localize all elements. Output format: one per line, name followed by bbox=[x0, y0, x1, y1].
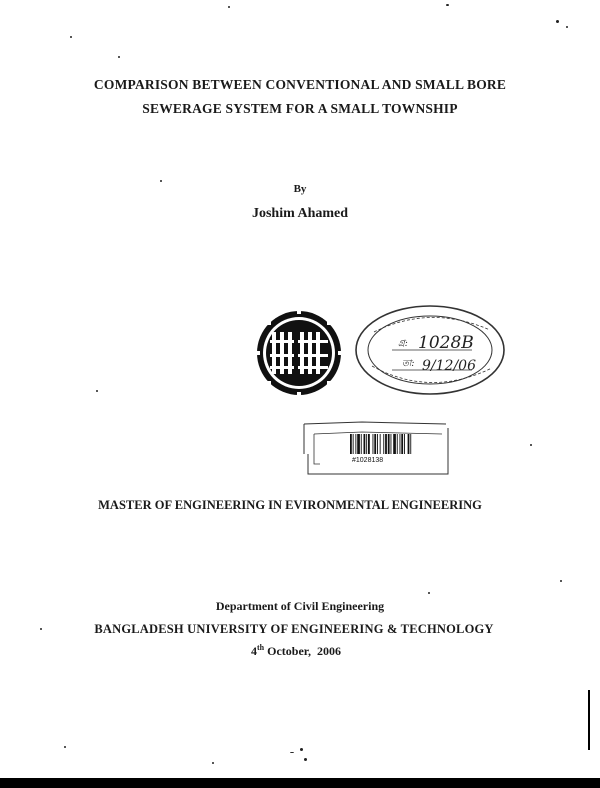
barcode-bars bbox=[350, 434, 411, 454]
barcode-bar bbox=[364, 434, 366, 454]
barcode-bar bbox=[408, 434, 410, 454]
stamp-handwriting bbox=[352, 302, 512, 402]
scan-speck bbox=[118, 56, 120, 58]
barcode-bar bbox=[353, 434, 354, 454]
barcode-number: #1028138 bbox=[352, 457, 384, 464]
scan-edge-bottom bbox=[0, 778, 600, 788]
university-name: BANGLADESH UNIVERSITY OF ENGINEERING & TECHNOLOGY bbox=[94, 622, 494, 636]
barcode-bar bbox=[368, 434, 370, 454]
barcode-bar bbox=[397, 434, 398, 454]
barcode-bar bbox=[357, 434, 360, 454]
barcode-bar bbox=[355, 434, 356, 454]
scan-speck bbox=[96, 390, 98, 392]
barcode-bar bbox=[350, 434, 352, 454]
svg-text:গ্র:: গ্র: bbox=[398, 339, 408, 349]
thesis-title-line2: SEWERAGE SYSTEM FOR A SMALL TOWNSHIP bbox=[142, 101, 458, 116]
barcode-bar bbox=[401, 434, 403, 454]
barcode-bar bbox=[393, 434, 396, 454]
scan-speck bbox=[530, 444, 532, 446]
scan-speck bbox=[70, 36, 72, 38]
scan-speck bbox=[428, 592, 430, 594]
barcode-bar bbox=[373, 434, 374, 454]
date-day: 4 bbox=[250, 644, 257, 658]
svg-text:তা:: তা: bbox=[402, 359, 415, 369]
scan-speck bbox=[64, 746, 66, 748]
submission-date bbox=[0, 643, 596, 659]
stamp-date: 9/12/06 bbox=[422, 358, 476, 374]
barcode-bar bbox=[410, 434, 411, 454]
scan-speck bbox=[446, 4, 449, 6]
scan-speck bbox=[566, 26, 568, 28]
scan-speck bbox=[290, 752, 294, 753]
scan-speck bbox=[160, 180, 162, 182]
barcode-bar bbox=[391, 434, 392, 454]
barcode-bar bbox=[374, 434, 376, 454]
scan-speck bbox=[304, 758, 307, 761]
scan-speck bbox=[300, 748, 303, 751]
scan-speck bbox=[212, 762, 214, 764]
stamp-accession-number: 1028B bbox=[418, 333, 474, 353]
date-month-year: October, 2006 bbox=[264, 644, 341, 658]
university-logo-icon bbox=[256, 310, 342, 396]
thesis-title-line1: COMPARISON BETWEEN CONVENTIONAL AND SMALL BORE bbox=[93, 77, 507, 92]
barcode-bar bbox=[366, 434, 367, 454]
degree-title: MASTER OF ENGINEERING IN EVIRONMENTAL ENGINEERING bbox=[98, 498, 482, 512]
date-ordinal-suffix: th bbox=[256, 643, 265, 652]
barcode-bar bbox=[377, 434, 378, 454]
scan-edge-right bbox=[588, 690, 590, 750]
barcode-bar bbox=[380, 434, 381, 454]
by-label: By bbox=[293, 183, 307, 195]
barcode-bar bbox=[361, 434, 362, 454]
barcode-bar bbox=[404, 434, 405, 454]
barcode-bar bbox=[388, 434, 390, 454]
barcode-bar bbox=[383, 434, 384, 454]
author-name: Joshim Ahamed bbox=[251, 206, 349, 221]
scan-speck bbox=[228, 6, 230, 8]
scan-speck bbox=[560, 580, 562, 582]
department-name: Department of Civil Engineering bbox=[215, 599, 385, 613]
scan-speck bbox=[556, 20, 559, 23]
barcode-label bbox=[302, 420, 452, 478]
barcode-bar bbox=[400, 434, 401, 454]
barcode-bar bbox=[385, 434, 387, 454]
